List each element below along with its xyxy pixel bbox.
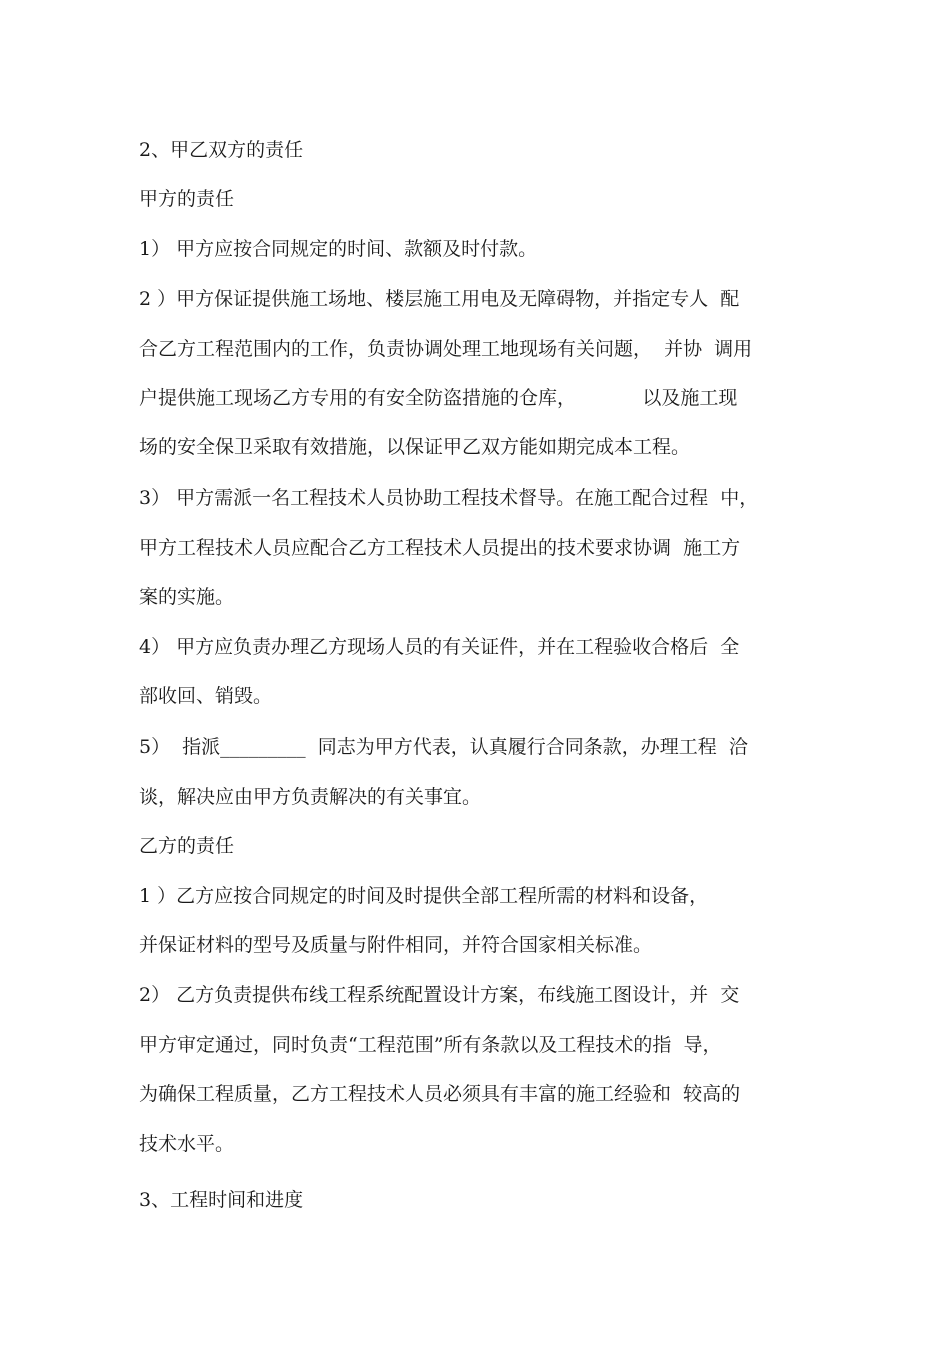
text-line: 技术水平。 — [139, 1133, 235, 1155]
text-line: 案的实施。 — [139, 586, 235, 608]
text-line: 5） 指派_________ 同志为甲方代表，认真履行合同条款，办理工程 洽 — [139, 736, 748, 758]
text-line: 并保证材料的型号及质量与附件相同，并符合国家相关标准。 — [139, 934, 653, 956]
subheading-party-b: 乙方的责任 — [139, 835, 235, 857]
text-line: 为确保工程质量，乙方工程技术人员必须具有丰富的施工经验和 较高的 — [139, 1083, 741, 1105]
section-heading-3: 3、工程时间和进度 — [139, 1189, 304, 1211]
subheading-party-a: 甲方的责任 — [139, 188, 235, 210]
section-heading-2: 2、甲乙双方的责任 — [139, 139, 304, 161]
text-line: 3） 甲方需派一名工程技术人员协助工程技术督导。在施工配合过程 中， — [139, 487, 759, 509]
text-line: 1 ）乙方应按合同规定的时间及时提供全部工程所需的材料和设备， — [139, 885, 709, 907]
text-line: 甲方审定通过，同时负责“工程范围”所有条款以及工程技术的指 导， — [139, 1034, 722, 1056]
text-line: 合乙方工程范围内的工作，负责协调处理工地现场有关问题， 并协 调用 — [139, 338, 753, 360]
text-line: 2） 乙方负责提供布线工程系统配置设计方案，布线施工图设计，并 交 — [139, 984, 740, 1006]
text-line: 部收回、销毁。 — [139, 685, 273, 707]
text-line: 甲方工程技术人员应配合乙方工程技术人员提出的技术要求协调 施工方 — [139, 537, 741, 559]
text-line: 谈，解决应由甲方负责解决的有关事宜。 — [139, 786, 482, 808]
text-line: 4） 甲方应负责办理乙方现场人员的有关证件，并在工程验收合格后 全 — [139, 636, 740, 658]
text-line: 2 ）甲方保证提供施工场地、楼层施工用电及无障碍物，并指定专人 配 — [139, 288, 740, 310]
text-line: 户提供施工现场乙方专用的有安全防盗措施的仓库， 以及施工现 — [139, 387, 738, 409]
text-line: 场的安全保卫采取有效措施，以保证甲乙双方能如期完成本工程。 — [139, 436, 691, 458]
text-line: 1） 甲方应按合同规定的时间、款额及时付款。 — [139, 238, 538, 260]
